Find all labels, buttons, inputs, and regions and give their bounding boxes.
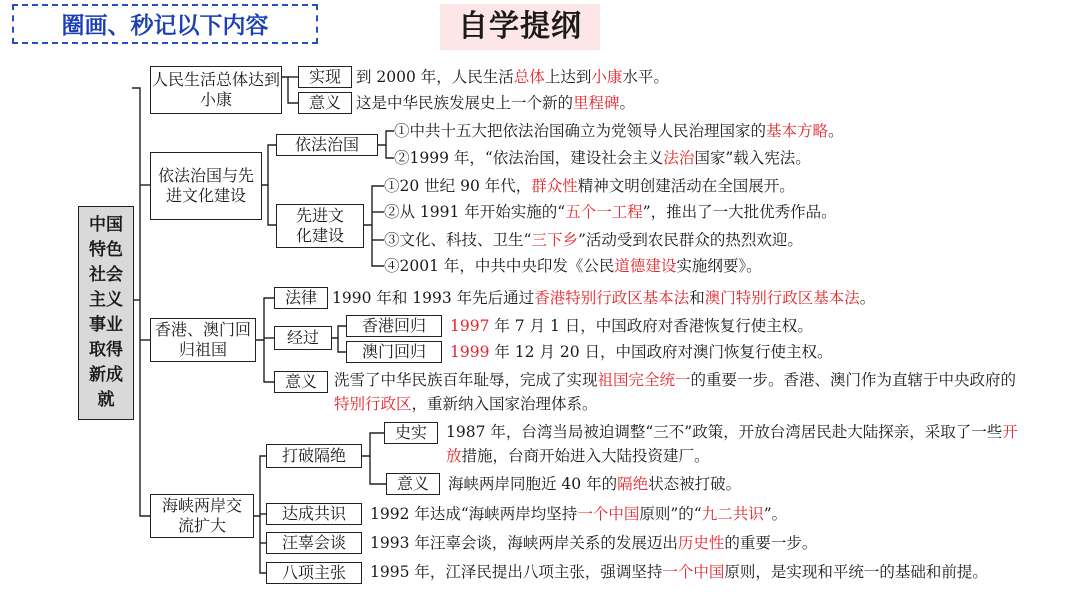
text-b3-yiyi: 洗雪了中华民族百年耻辱，完成了实现祖国完全统一的重要一步。香港、澳门作为直辖于中央政府的特别行政区，重新纳入国家治理体系。	[334, 371, 1017, 413]
node-b2-wenhua	[276, 204, 364, 248]
node-b3-mo	[346, 341, 442, 363]
node-b4-gongshi	[266, 503, 362, 525]
connector-wh	[364, 186, 384, 225]
connector-b1	[282, 77, 298, 103]
node-b4-baxiang	[266, 562, 362, 584]
node-liangan-label: 海峡两岸交流扩大	[161, 496, 242, 535]
connector-root	[132, 88, 150, 516]
node-b3-falv	[274, 287, 328, 309]
node-b3-jingguo-label: 经过	[286, 328, 319, 347]
node-gangao-label: 香港、澳门回归祖国	[155, 320, 252, 359]
text-b4-baxiang: 1995 年，江泽民提出八项主张，强调坚持一个中国原则，是实现和平统一的基础和前提。	[370, 563, 988, 581]
node-b2-wenhua-label: 先进文化建设	[295, 206, 344, 245]
node-b4-yiyi	[386, 473, 440, 495]
root-label: 中国特色社会主义事业取得新成就	[89, 215, 123, 410]
node-gangao	[150, 318, 256, 362]
connector-dp	[362, 433, 384, 456]
node-liangan	[150, 494, 254, 538]
node-fazhi-wenhua-label: 依法治国与先进文化建设	[157, 166, 254, 205]
text-b2-wh-4: ④2001 年，中共中央印发《公民道德建设实施纲要》。	[384, 257, 762, 275]
text-b4-wanggu: 1993 年汪辜会谈，海峡两岸关系的发展迈出历史性的重要一步。	[370, 534, 818, 552]
text-b4-yiyi: 海峡两岸同胞近 40 年的隔绝状态被打破。	[448, 475, 742, 493]
connector-jg	[332, 326, 346, 338]
text-b1-yiyi: 这是中华民族发展史上一个新的里程碑。	[356, 94, 636, 112]
node-b2-fazhi-label: 依法治国	[294, 135, 359, 154]
instruction-badge: 圈画、秒记以下内容	[12, 4, 318, 44]
text-b2-wh-2: ②从 1991 年开始实施的“五个一工程”，推出了一大批优秀作品。	[384, 203, 837, 221]
node-b4-wanggu	[266, 532, 362, 554]
node-b3-yiyi-label: 意义	[284, 372, 317, 391]
node-b4-dapo-label: 打破隔绝	[281, 446, 346, 465]
node-b1-shixian-label: 实现	[308, 67, 341, 86]
node-b4-shishi-label: 史实	[394, 423, 427, 442]
root-node	[78, 206, 134, 420]
text-b3-hk: 1997 年 7 月 1 日，中国政府对香港恢复行使主权。	[450, 317, 813, 335]
node-b3-mo-label: 澳门回归	[361, 342, 426, 361]
node-b4-wanggu-label: 汪辜会谈	[281, 533, 346, 552]
text-b1-shixian: 到 2000 年，人民生活总体上达到小康水平。	[356, 68, 669, 86]
text-b2-fz-1: ①中共十五大把依法治国确立为党领导人民治理国家的基本方略。	[394, 122, 844, 140]
connector-b4	[254, 456, 266, 516]
text-b4-shishi: 1987 年，台湾当局被迫调整“三不”政策，开放台湾居民赴大陆探亲，采取了一些开放措施，台商开始进入大陆投资建厂。	[446, 423, 1018, 465]
node-b3-yiyi	[274, 371, 328, 393]
node-b3-hk-label: 香港回归	[361, 316, 426, 335]
node-b1-yiyi	[298, 92, 352, 114]
text-b4-gongshi: 1992 年达成“海峡两岸均坚持一个中国原则”的“九二共识”。	[370, 505, 788, 523]
node-b3-hk	[346, 315, 442, 337]
node-xiaokang	[150, 66, 282, 114]
connector-b2	[262, 185, 276, 225]
node-b4-dapo	[266, 444, 362, 468]
node-b4-gongshi-label: 达成共识	[281, 504, 346, 523]
node-b4-yiyi-label: 意义	[396, 474, 429, 493]
node-b3-falv-label: 法律	[284, 288, 317, 307]
connector-b3	[256, 298, 274, 340]
node-b3-jingguo	[274, 326, 332, 350]
node-b2-fazhi	[276, 134, 378, 156]
text-b3-mo: 1999 年 12 月 20 日，中国政府对澳门恢复行使主权。	[450, 343, 833, 361]
node-b4-shishi	[384, 422, 438, 444]
text-b2-wh-1: ①20 世纪 90 年代，群众性精神文明创建活动在全国展开。	[384, 177, 795, 195]
node-b4-baxiang-label: 八项主张	[281, 563, 346, 582]
text-b2-fz-2: ②1999 年，“依法治国，建设社会主义法治国家”载入宪法。	[394, 149, 811, 167]
connector-fz	[378, 131, 394, 145]
node-b1-yiyi-label: 意义	[308, 93, 341, 112]
node-b1-shixian	[298, 66, 352, 88]
text-b3-falv: 1990 年和 1993 年先后通过香港特别行政区基本法和澳门特别行政区基本法。	[332, 289, 876, 307]
text-b2-wh-3: ③文化、科技、卫生“三下乡”活动受到农民群众的热烈欢迎。	[384, 231, 803, 249]
node-xiaokang-label: 人民生活总体达到小康	[151, 70, 280, 109]
page-title: 自学提纲	[440, 4, 600, 50]
node-fazhi-wenhua	[150, 152, 262, 220]
